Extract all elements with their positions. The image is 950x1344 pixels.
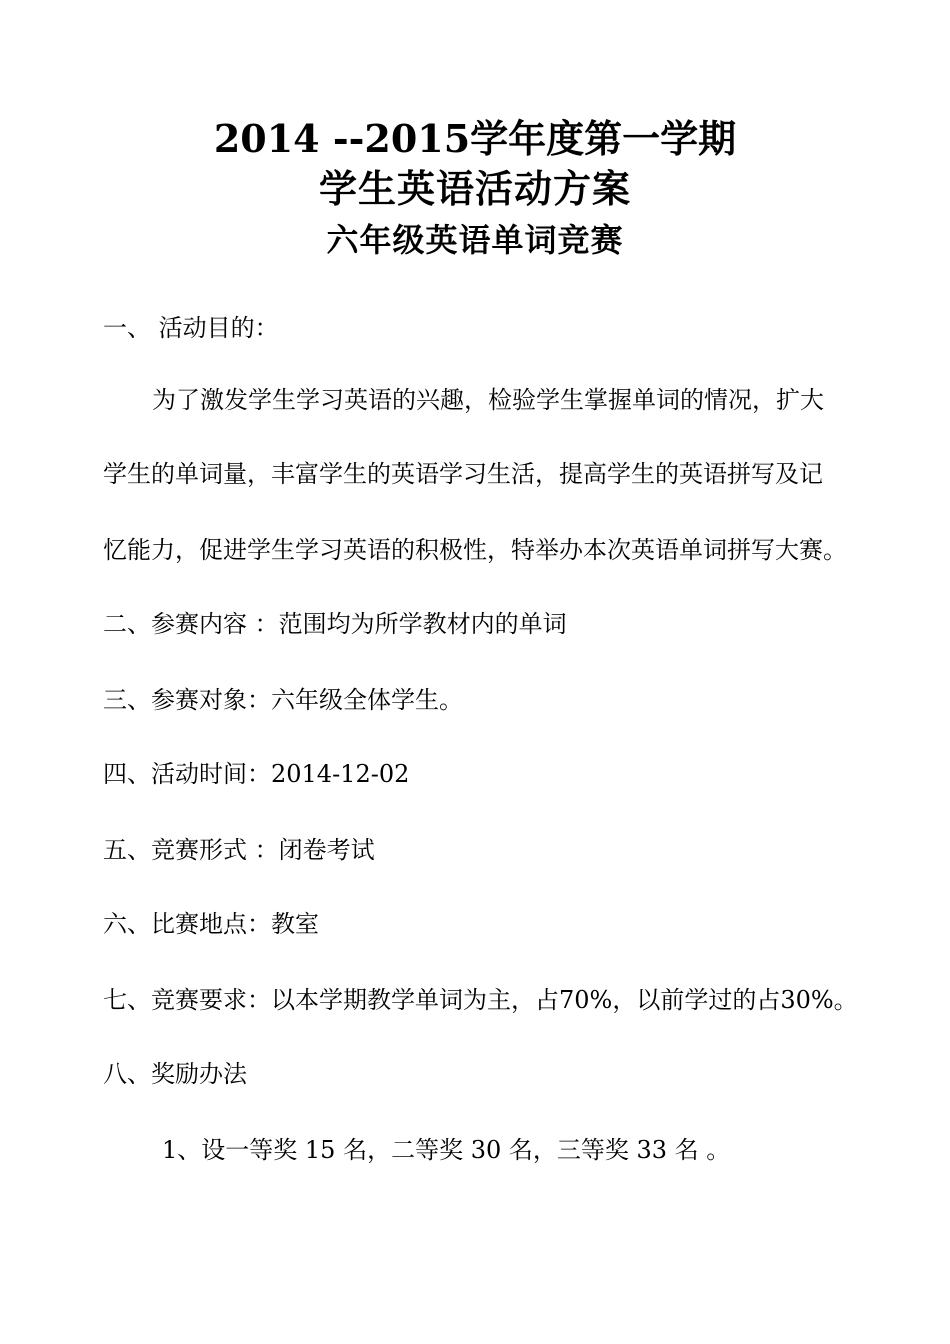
document-title-plan: 学生英语活动方案 xyxy=(318,166,631,211)
section-3-participants: 三、参赛对象：六年级全体学生。 xyxy=(103,686,463,714)
document-title-year: 2014 --2015学年度第一学期 xyxy=(213,116,737,161)
document-title-contest: 六年级英语单词竞赛 xyxy=(326,221,624,259)
section-7-requirements: 七、竞赛要求：以本学期教学单词为主，占70%，以前学过的占30%。 xyxy=(103,986,858,1014)
section-8-awards-heading: 八、奖励办法 xyxy=(103,1060,247,1088)
award-details: 1、设一等奖 15 名，二等奖 30 名，三等奖 33 名 。 xyxy=(162,1136,731,1164)
purpose-line-1: 为了激发学生学习英语的兴趣，检验学生掌握单词的情况，扩大 xyxy=(152,386,824,414)
section-2-content: 二、参赛内容 ：范围均为所学教材内的单词 xyxy=(103,610,567,638)
purpose-line-3: 忆能力，促进学生学习英语的积极性，特举办本次英语单词拼写大赛。 xyxy=(103,536,847,564)
section-4-date: 四、活动时间：2014-12-02 xyxy=(103,760,410,788)
section-5-format: 五、竞赛形式 ：闭卷考试 xyxy=(103,836,375,864)
section-6-location: 六、比赛地点：教室 xyxy=(103,910,319,938)
section-1-heading: 一、 活动目的： xyxy=(103,314,279,342)
purpose-line-2: 学生的单词量，丰富学生的英语学习生活，提高学生的英语拼写及记 xyxy=(103,460,823,488)
